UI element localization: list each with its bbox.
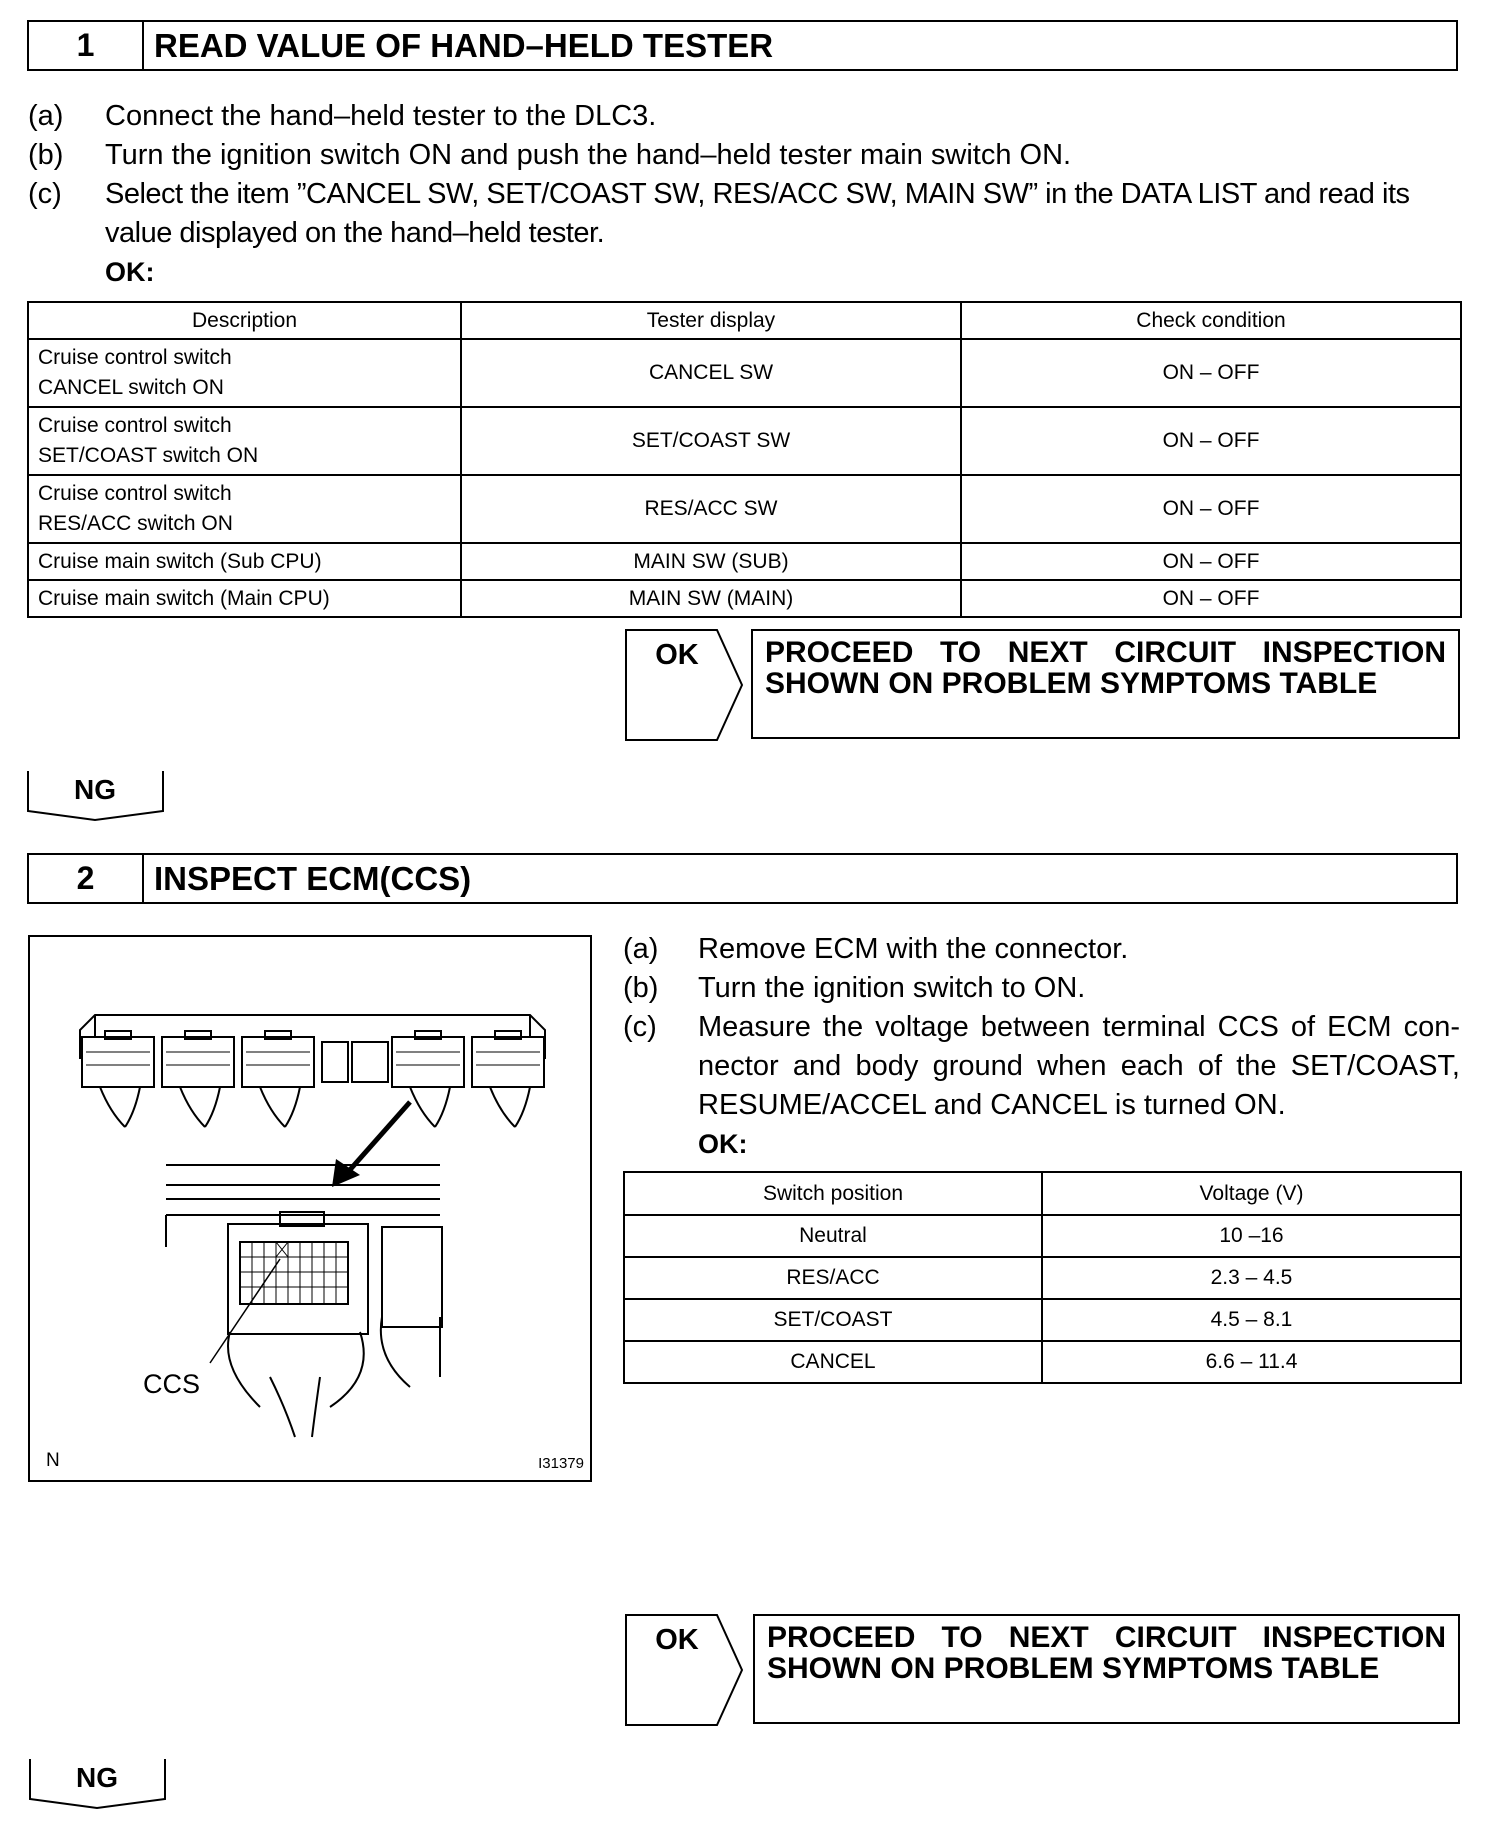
figure-id: I31379 [538, 1455, 584, 1472]
table-row: Cruise control switch SET/COAST switch ON SET/COAST SW ON – OFF [28, 407, 1461, 475]
table-row: Cruise main switch (Main CPU) MAIN SW (MAIN) ON – OFF [28, 580, 1461, 617]
table-row: RES/ACC 2.3 – 4.5 [624, 1257, 1461, 1299]
instruction-item: (c) Select the item ”CANCEL SW, SET/COAST SW, RES/ACC SW, MAIN SW” in the DATA LIST and read its value displayed on the hand–held tester. [28, 178, 1410, 249]
step2-instructions [623, 930, 1460, 1164]
tester-data-table [27, 301, 1462, 618]
table-row: SET/COAST 4.5 – 8.1 [624, 1299, 1461, 1341]
ccs-terminal-label: CCS [143, 1369, 201, 1399]
voltage-table [623, 1171, 1462, 1384]
step1-instructions [28, 97, 1460, 292]
ecm-connector-illustration [28, 935, 592, 1482]
instruction-item: (a) Remove ECM with the connector. [623, 933, 1129, 965]
table-row: CANCEL 6.6 – 11.4 [624, 1341, 1461, 1383]
step1-ng-arrow: NG [27, 770, 163, 820]
step1-header [27, 20, 1458, 71]
table-header-row: Switch position Voltage (V) [624, 1172, 1461, 1215]
ok-condition-label: OK: [698, 1129, 748, 1159]
step1-ok-result: PROCEED TO NEXT CIRCUIT INSPECTION SHOWN ON PROBLEM SYMPTOMS TABLE [751, 629, 1460, 739]
table-header-row: Description Tester display Check condition [28, 302, 1461, 339]
figure-corner-label: N [46, 1450, 60, 1471]
step1-ok-arrow: OK [625, 629, 749, 741]
step2-header [27, 853, 1458, 904]
step1-title: READ VALUE OF HAND–HELD TESTER [154, 26, 774, 64]
step2-ok-result: PROCEED TO NEXT CIRCUIT INSPECTION SHOWN ON PROBLEM SYMPTOMS TABLE [753, 1614, 1460, 1724]
step1-number: 1 [29, 22, 144, 69]
instruction-item: (b) Turn the ignition switch to ON. [623, 972, 1086, 1004]
ecm-connector-diagram [30, 937, 590, 1480]
table-row: Cruise main switch (Sub CPU) MAIN SW (SUB) ON – OFF [28, 543, 1461, 580]
instruction-item: (c) Measure the voltage between terminal CCS of ECM con- nector and body ground when each of the SET/COAST, RESUME/ACCEL and CANCEL is turned ON. [623, 1011, 1460, 1121]
step2-title: INSPECT ECM(CCS) [154, 859, 472, 897]
step2-ok-arrow: OK [625, 1614, 749, 1726]
table-row: Cruise control switch CANCEL switch ON CANCEL SW ON – OFF [28, 339, 1461, 407]
step2-number: 2 [29, 855, 144, 902]
instruction-item: (a) Connect the hand–held tester to the DLC3. [28, 100, 657, 132]
instruction-item: (b) Turn the ignition switch ON and push the hand–held tester main switch ON. [28, 139, 1072, 171]
table-row: Cruise control switch RES/ACC switch ON RES/ACC SW ON – OFF [28, 475, 1461, 543]
step2-ng-arrow: NG [29, 1758, 165, 1808]
table-row: Neutral 10 –16 [624, 1215, 1461, 1257]
ok-condition-label: OK: [105, 257, 155, 287]
